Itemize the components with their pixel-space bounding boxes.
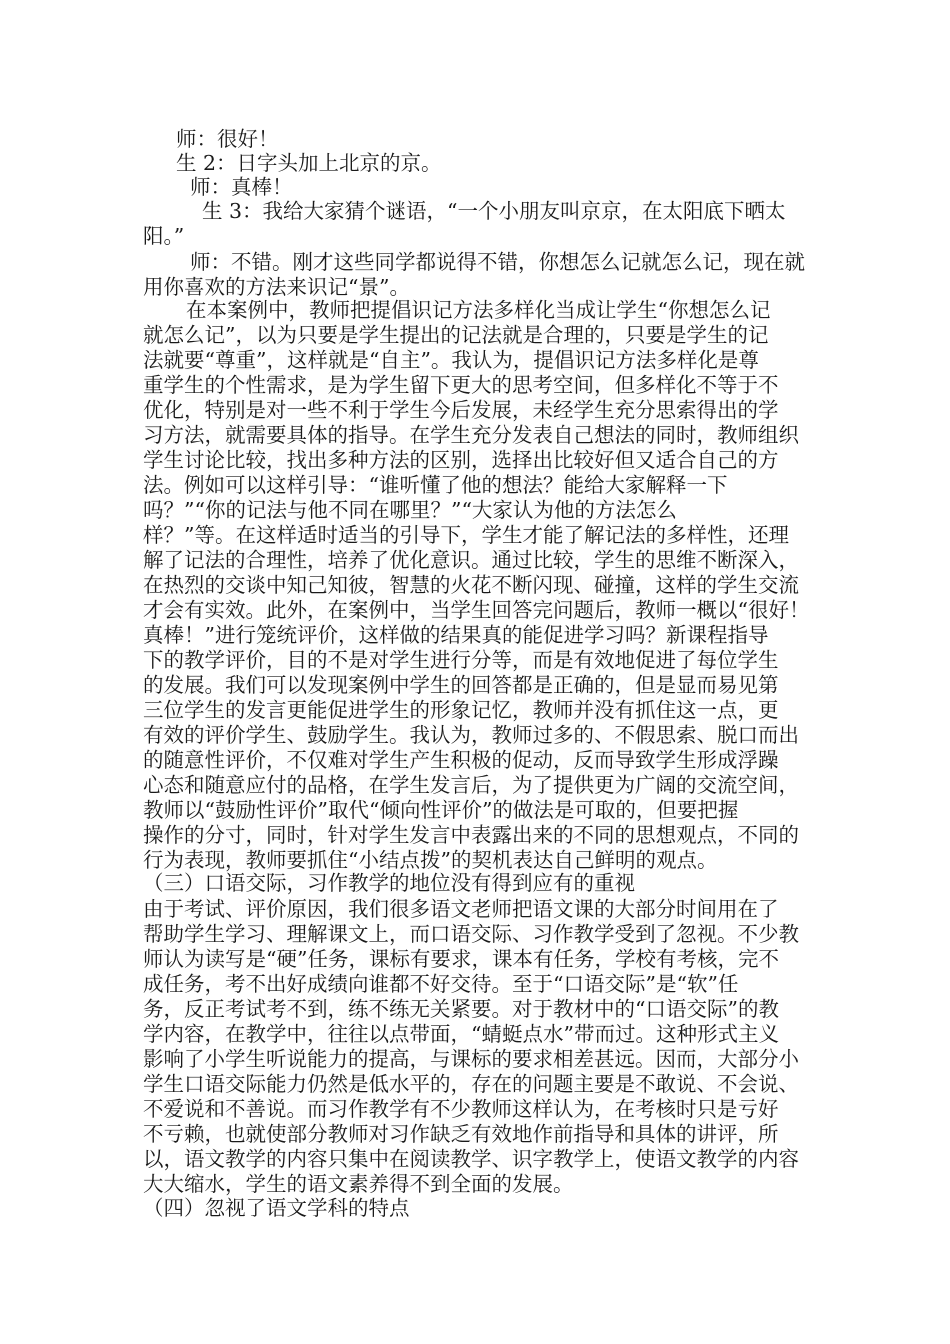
paragraph-line: 务，反正考试考不到，练不练无关紧要。对于教材中的“口语交际”的教 xyxy=(143,997,779,1021)
paragraph-line: 法就要“尊重”，这样就是“自主”。我认为，提倡识记方法多样化是尊 xyxy=(143,348,759,372)
paragraph-line: 习方法，就需要具体的指导。在学生充分发表自己想法的同时，教师组织 xyxy=(143,423,799,447)
paragraph-line: 影响了小学生听说能力的提高，与课标的要求相差甚远。因而，大部分小 xyxy=(143,1047,799,1071)
section-heading: （四）忽视了语文学科的特点 xyxy=(143,1196,410,1220)
paragraph-line: 行为表现，教师要抓住“小结点拨”的契机表达自己鲜明的观点。 xyxy=(143,848,718,872)
paragraph-line: 成任务，考不出好成绩向谁都不好交待。至于“口语交际”是“软”任 xyxy=(143,972,739,996)
paragraph-line: 真棒！”进行笼统评价，这样做的结果真的能促进学习吗？新课程指导 xyxy=(143,623,769,647)
paragraph-line: 下的教学评价，目的不是对学生进行分等，而是有效地促进了每位学生 xyxy=(143,648,779,672)
paragraph-line: 不爱说和不善说。而习作教学有不少教师这样认为，在考核时只是亏好 xyxy=(143,1097,779,1121)
paragraph-line: 学内容，在教学中，往往以点带面，“蜻蜓点水”带而过。这种形式主义 xyxy=(143,1022,779,1046)
paragraph-line: 吗？”“你的记法与他不同在哪里？”“大家认为他的方法怎么 xyxy=(143,498,677,522)
dialogue-line: 阳。” xyxy=(143,224,185,248)
paragraph-line: 学生讨论比较，找出多种方法的区别，选择出比较好但又适合自己的方 xyxy=(143,448,779,472)
paragraph-line: 优化，特别是对一些不利于学生今后发展，未经学生充分思索得出的学 xyxy=(143,398,779,422)
paragraph-line: 师认为读写是“硬”任务，课标有要求，课本有任务，学校有考核，完不 xyxy=(143,947,779,971)
paragraph-line: 以，语文教学的内容只集中在阅读教学、识字教学上，使语文教学的内容 xyxy=(143,1147,799,1171)
section-heading: （三）口语交际，习作教学的地位没有得到应有的重视 xyxy=(143,871,635,895)
paragraph-line: 三位学生的发言更能促进学生的形象记忆，教师并没有抓住这一点，更 xyxy=(143,698,779,722)
paragraph-line: 学生口语交际能力仍然是低水平的，存在的问题主要是不敢说、不会说、 xyxy=(143,1072,799,1096)
dialogue-line: 用你喜欢的方法来识记“景”。 xyxy=(143,275,410,299)
dialogue-line: 师：不错。刚才这些同学都说得不错，你想怎么记就怎么记，现在就 xyxy=(190,250,805,274)
paragraph-line: 帮助学生学习、理解课文上，而口语交际、习作教学受到了忽视。不少教 xyxy=(143,922,799,946)
paragraph-line: 样？”等。在这样适时适当的引导下，学生才能了解记法的多样性，还理 xyxy=(143,523,789,547)
paragraph-line: 大大缩水，学生的语文素养得不到全面的发展。 xyxy=(143,1172,574,1196)
paragraph-line: 解了记法的合理性，培养了优化意识。通过比较，学生的思维不断深入， xyxy=(143,548,799,572)
paragraph-line: 就怎么记”，以为只要是学生提出的记法就是合理的，只要是学生的记 xyxy=(143,323,769,347)
paragraph-line: 在热烈的交谈中知己知彼，智慧的火花不断闪现、碰撞，这样的学生交流 xyxy=(143,573,799,597)
paragraph-line: 教师以“鼓励性评价”取代“倾向性评价”的做法是可取的，但要把握 xyxy=(143,798,739,822)
paragraph-line: 重学生的个性需求，是为学生留下更大的思考空间，但多样化不等于不 xyxy=(143,373,779,397)
paragraph-line: 操作的分寸，同时，针对学生发言中表露出来的不同的思想观点，不同的 xyxy=(143,823,799,847)
paragraph-line: 由于考试、评价原因，我们很多语文老师把语文课的大部分时间用在了 xyxy=(143,897,779,921)
paragraph-line: 的发展。我们可以发现案例中学生的回答都是正确的，但是显而易见第 xyxy=(143,673,779,697)
paragraph-line: 法。例如可以这样引导：“谁听懂了他的想法？能给大家解释一下 xyxy=(143,473,728,497)
paragraph-line: 不亏赖，也就使部分教师对习作缺乏有效地作前指导和具体的讲评，所 xyxy=(143,1122,779,1146)
dialogue-line: 生 2：日字头加上北京的京。 xyxy=(176,151,442,175)
dialogue-line: 师：真棒！ xyxy=(190,175,293,199)
dialogue-line: 师：很好！ xyxy=(176,127,279,151)
paragraph-line: 心态和随意应付的品格，在学生发言后，为了提供更为广阔的交流空间， xyxy=(143,773,799,797)
dialogue-line: 生 3：我给大家猜个谜语，“一个小朋友叫京京，在太阳底下晒太 xyxy=(202,199,786,223)
paragraph-line: 有效的评价学生、鼓励学生。我认为，教师过多的、不假思索、脱口而出 xyxy=(143,723,799,747)
paragraph-line: 在本案例中，教师把提倡识记方法多样化当成让学生“你想怎么记 xyxy=(186,298,771,322)
paragraph-line: 才会有实效。此外，在案例中，当学生回答完问题后，教师一概以“很好！ xyxy=(143,598,810,622)
paragraph-line: 的随意性评价，不仅难对学生产生积极的促动，反而导致学生形成浮躁 xyxy=(143,748,779,772)
